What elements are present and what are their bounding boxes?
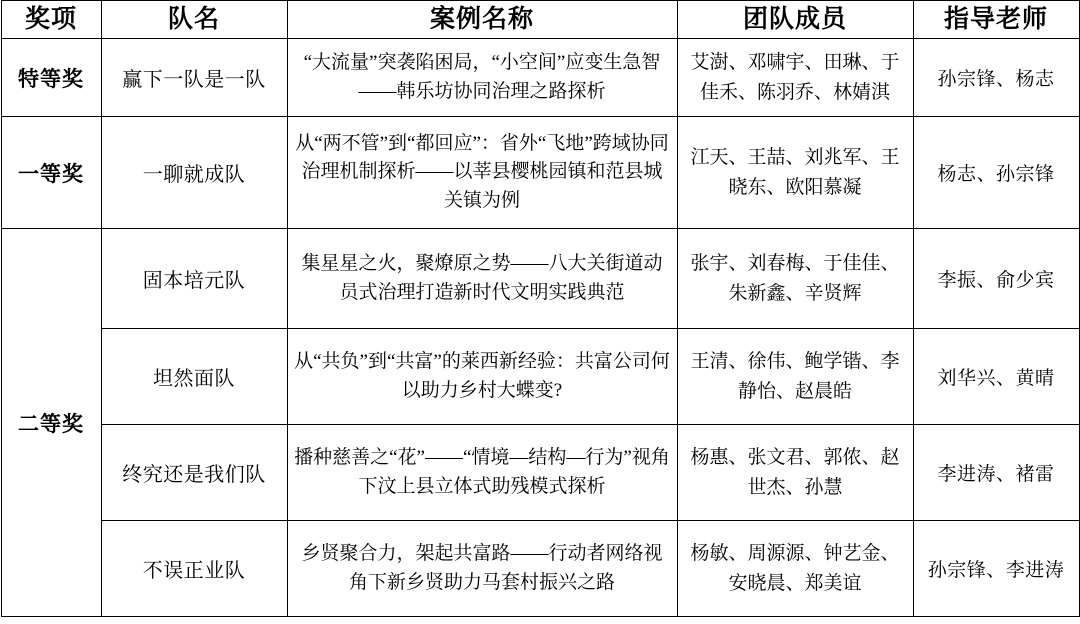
- team-members-cell: 杨惠、张文君、郭侬、赵世杰、孙慧: [677, 425, 913, 521]
- team-members-cell: 张宇、刘春梅、于佳佳、朱新鑫、辛贤辉: [677, 229, 913, 329]
- table-row: [1, 117, 1079, 229]
- team-members-cell: 王清、徐伟、鲍学锴、李静怡、赵晨皓: [677, 329, 913, 425]
- header-case-name: 案例名称: [287, 1, 677, 39]
- table-header-row: [1, 1, 1079, 39]
- table-row: [1, 425, 1079, 521]
- mentor-cell: 杨志、孙宗锋: [913, 117, 1079, 229]
- team-members-cell: 江天、王喆、刘兆军、王晓东、欧阳慕凝: [677, 117, 913, 229]
- header-team-members: 团队成员: [677, 1, 913, 39]
- mentor-cell: 李振、俞少宾: [913, 229, 1079, 329]
- award-results-table: [1, 0, 1080, 617]
- table-row: [1, 329, 1079, 425]
- table-body: [1, 39, 1079, 617]
- case-name-cell: 从“共负”到“共富”的莱西新经验：共富公司何以助力乡村大蝶变?: [287, 329, 677, 425]
- mentor-cell: 刘华兴、黄晴: [913, 329, 1079, 425]
- team-name-cell: 固本培元队: [101, 229, 287, 329]
- table-header: [1, 1, 1079, 39]
- case-name-cell: 从“两不管”到“都回应”：省外“飞地”跨域协同治理机制探析——以莘县樱桃园镇和范县城关镇为例: [287, 117, 677, 229]
- header-award: 奖项: [1, 1, 101, 39]
- award-cell-first: 一等奖: [1, 117, 101, 229]
- award-cell-second: 二等奖: [1, 229, 101, 617]
- table-row: [1, 39, 1079, 117]
- case-name-cell: 乡贤聚合力，架起共富路——行动者网络视角下新乡贤助力马套村振兴之路: [287, 521, 677, 617]
- team-name-cell: 赢下一队是一队: [101, 39, 287, 117]
- table-row: [1, 521, 1079, 617]
- header-team-name: 队名: [101, 1, 287, 39]
- team-name-cell: 终究还是我们队: [101, 425, 287, 521]
- header-mentor: 指导老师: [913, 1, 1079, 39]
- team-name-cell: 一聊就成队: [101, 117, 287, 229]
- case-name-cell: 集星星之火，聚燎原之势——八大关街道动员式治理打造新时代文明实践典范: [287, 229, 677, 329]
- team-members-cell: 艾澍、邓啸宇、田琳、于佳禾、陈羽乔、林婧淇: [677, 39, 913, 117]
- team-name-cell: 坦然面队: [101, 329, 287, 425]
- case-name-cell: 播种慈善之“花”——“情境—结构—行为”视角下汶上县立体式助残模式探析: [287, 425, 677, 521]
- award-cell-special: 特等奖: [1, 39, 101, 117]
- mentor-cell: 孙宗锋、李进涛: [913, 521, 1079, 617]
- team-members-cell: 杨敏、周源源、钟艺金、安晓晨、郑美谊: [677, 521, 913, 617]
- team-name-cell: 不误正业队: [101, 521, 287, 617]
- mentor-cell: 孙宗锋、杨志: [913, 39, 1079, 117]
- mentor-cell: 李进涛、褚雷: [913, 425, 1079, 521]
- table-row: [1, 229, 1079, 329]
- case-name-cell: “大流量”突袭陷困局，“小空间”应变生急智——韩乐坊协同治理之路探析: [287, 39, 677, 117]
